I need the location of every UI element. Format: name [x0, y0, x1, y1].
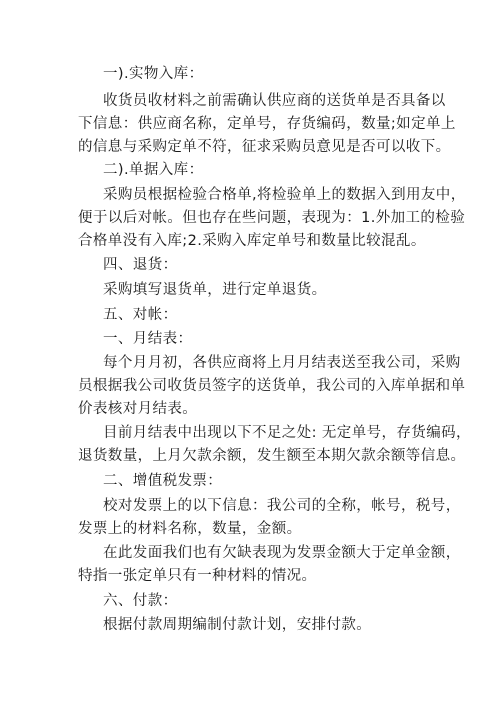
- paragraph-line: 的信息与采购定单不符，征求采购员意见是否可以收下。: [78, 139, 451, 155]
- paragraph-line: 每个月月初，各供应商将上月月结表送至我公司，采购: [103, 355, 461, 371]
- paragraph-line: 发票上的材料名称，数量，金额。: [78, 521, 302, 537]
- paragraph-line: 根据付款周期编制付款计划，安排付款。: [103, 617, 372, 633]
- paragraph-line: 便于以后对帐。但也存在些问题，表现为：1.外加工的检验: [78, 210, 466, 226]
- paragraph-line: 校对发票上的以下信息：我公司的全称，帐号，税号，: [103, 498, 461, 514]
- heading-returns: 四、退货：: [103, 257, 178, 273]
- paragraph-line: 退货数量，上月欠款余额，发生额至本期欠款余额等信息。: [78, 448, 466, 464]
- heading-document-inbound: 二).单据入库：: [103, 162, 204, 178]
- paragraph-line: 特指一张定单只有一种材料的情况。: [78, 568, 317, 584]
- heading-monthly-statement: 一、月结表：: [103, 331, 193, 347]
- paragraph-line: 目前月结表中出现以下不足之处: 无定单号，存货编码，: [103, 425, 471, 441]
- paragraph-line: 采购填写退货单，进行定单退货。: [103, 282, 327, 298]
- heading-physical-inbound: 一).实物入库：: [103, 66, 204, 82]
- paragraph-line: 员根据我公司收货员签字的送货单，我公司的入库单据和单: [78, 378, 466, 394]
- paragraph-line: 价表核对月结表。: [78, 401, 198, 417]
- heading-reconciliation: 五、对帐：: [103, 307, 178, 323]
- paragraph-line: 在此发面我们也有欠缺表现为发票金额大于定单金额，: [103, 545, 461, 561]
- paragraph-line: 合格单没有入库;2.采购入库定单号和数量比较混乱。: [78, 233, 426, 249]
- heading-payment: 六、付款：: [103, 593, 178, 609]
- heading-vat-invoice: 二、增值税发票：: [103, 473, 223, 489]
- paragraph-line: 下信息：供应商名称，定单号，存货编码，数量;如定单上: [78, 116, 456, 132]
- paragraph-line: 收货员收材料之前需确认供应商的送货单是否具备以: [103, 93, 446, 109]
- paragraph-line: 采购员根据检验合格单,将检验单上的数据入到用友中，: [103, 187, 466, 203]
